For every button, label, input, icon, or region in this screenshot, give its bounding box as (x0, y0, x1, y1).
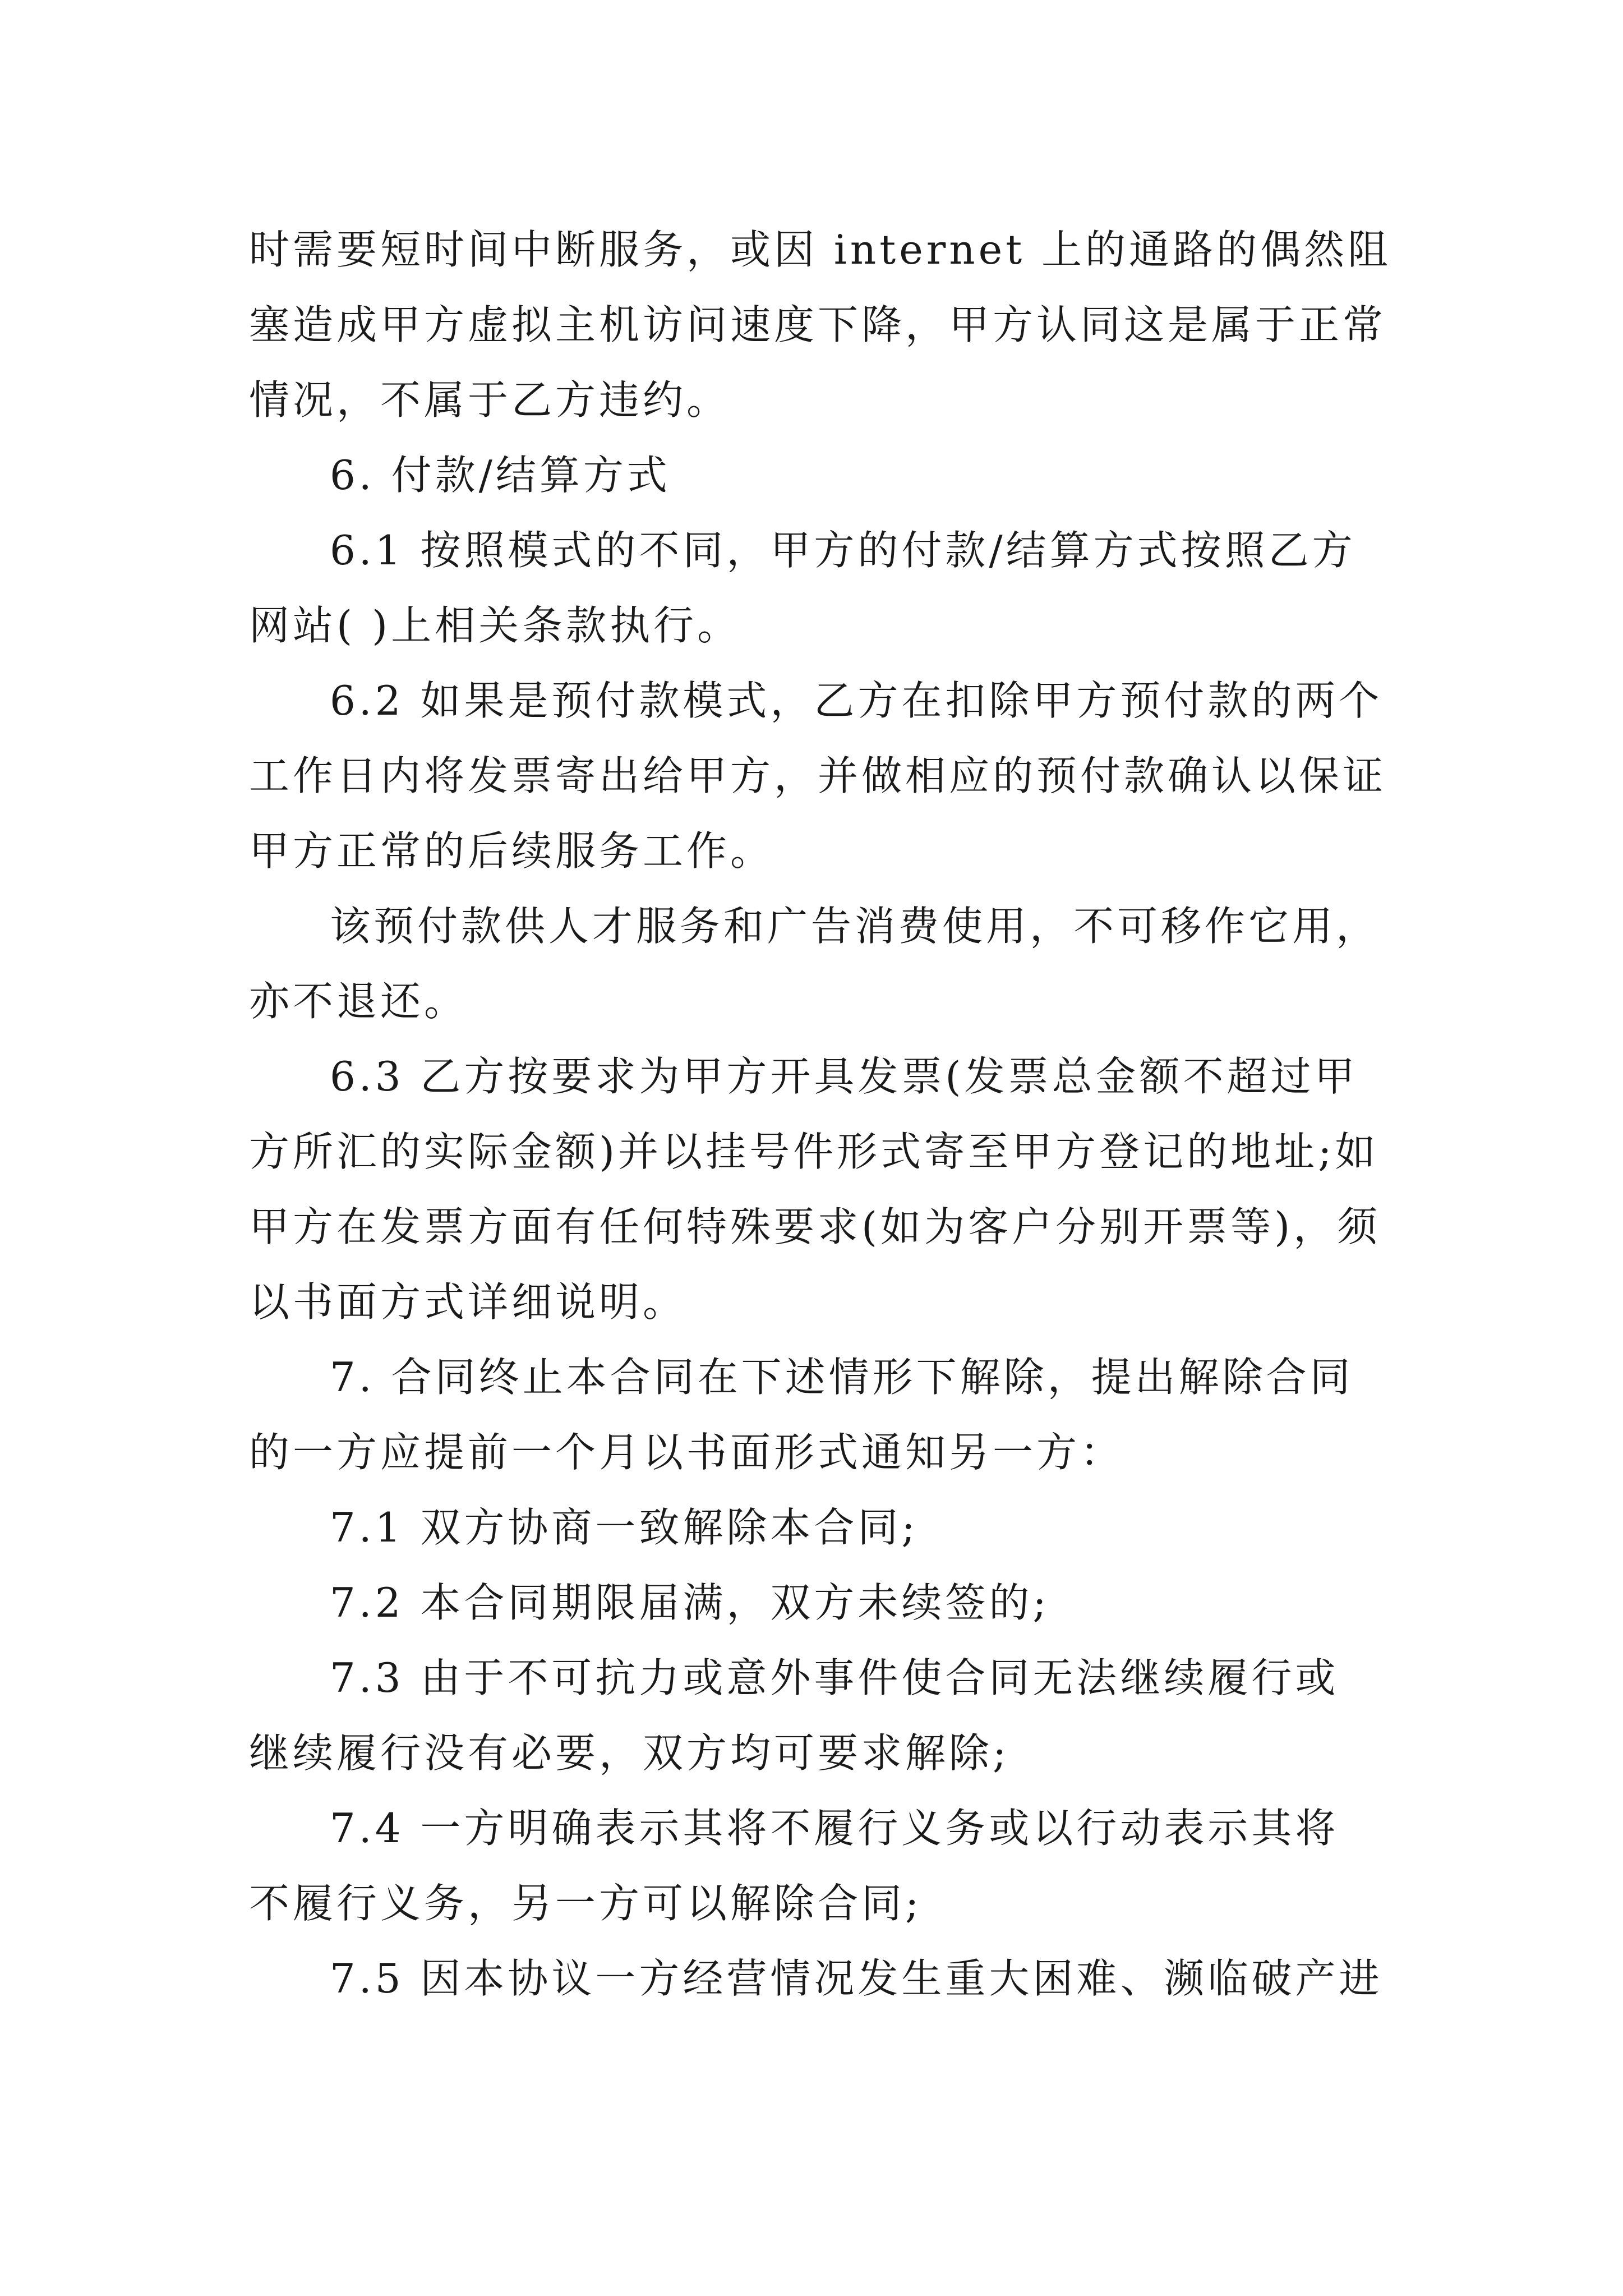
clause-7-5: 7.5 因本协议一方经营情况发生重大困难、濒临破产进 (330, 1955, 1383, 2002)
text-line: 以书面方式详细说明。 (249, 1278, 687, 1326)
clause-7-3: 7.3 由于不可抗力或意外事件使合同无法继续履行或 (330, 1654, 1339, 1701)
section-heading-7: 7. 合同终止本合同在下述情形下解除，提出解除合同 (330, 1354, 1354, 1401)
text-line: 塞造成甲方虚拟主机访问速度下降，甲方认同这是属于正常 (249, 301, 1387, 348)
text-line: 不履行义务，另一方可以解除合同; (249, 1880, 923, 1927)
clause-7-4: 7.4 一方明确表示其将不履行义务或以行动表示其将 (330, 1805, 1339, 1852)
text-line: 情况，不属于乙方违约。 (249, 376, 731, 424)
clause-6-1: 6.1 按照模式的不同，甲方的付款/结算方式按照乙方 (330, 527, 1356, 574)
prepayment-note: 该预付款供人才服务和广告消费使用，不可移作它用， (330, 903, 1380, 950)
text-line: 时需要短时间中断服务，或因 internet 上的通路的偶然阻 (249, 226, 1392, 273)
clause-7-2: 7.2 本合同期限届满，双方未续签的; (330, 1579, 1050, 1626)
text-line: 方所汇的实际金额)并以挂号件形式寄至甲方登记的地址;如 (249, 1128, 1379, 1175)
contract-body (249, 212, 1392, 2016)
clause-6-3: 6.3 乙方按要求为甲方开具发票(发票总金额不超过甲 (330, 1053, 1358, 1100)
clause-7-1: 7.1 双方协商一致解除本合同; (330, 1504, 919, 1551)
text-line: 工作日内将发票寄出给甲方，并做相应的预付款确认以保证 (249, 752, 1387, 799)
text-line: 网站( )上相关条款执行。 (249, 602, 741, 649)
text-line: 甲方在发票方面有任何特殊要求(如为客户分别开票等)，须 (249, 1203, 1381, 1250)
clause-6-2: 6.2 如果是预付款模式，乙方在扣除甲方预付款的两个 (330, 677, 1383, 724)
text-line: 的一方应提前一个月以书面形式通知另一方： (249, 1429, 1124, 1476)
text-line: 继续履行没有必要，双方均可要求解除; (249, 1729, 1010, 1777)
text-line: 甲方正常的后续服务工作。 (249, 827, 774, 875)
text-line: 亦不退还。 (249, 978, 468, 1025)
section-heading-6: 6. 付款/结算方式 (330, 452, 671, 499)
